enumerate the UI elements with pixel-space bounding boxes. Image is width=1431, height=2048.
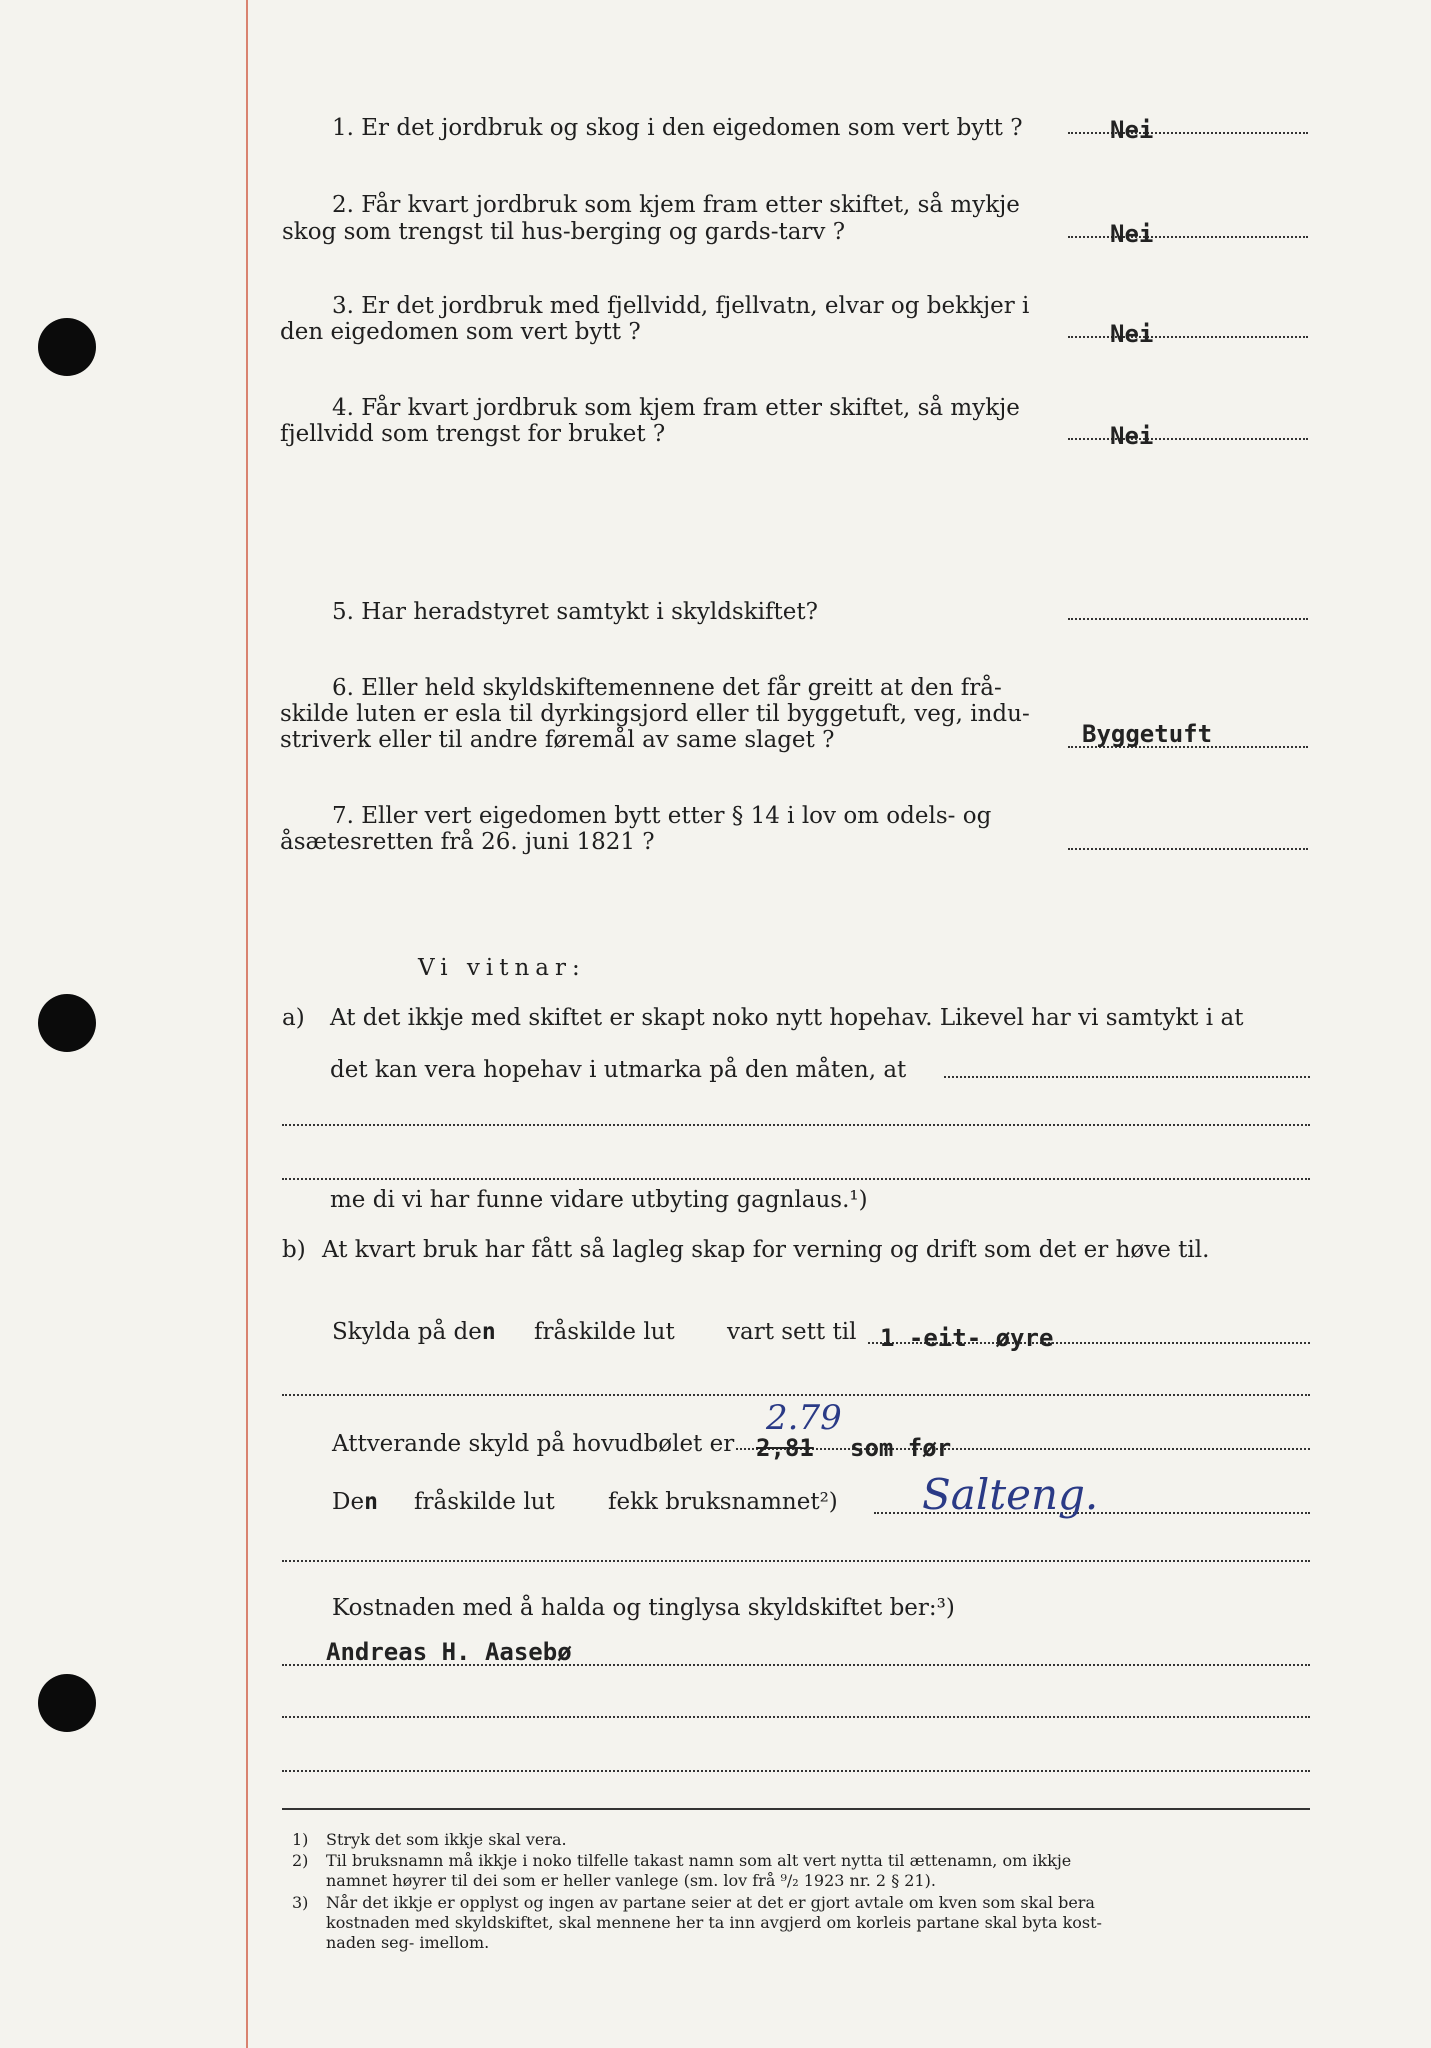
question-5-text: 5. Har heradstyret samtykt i skyldskiftet? [332,599,818,625]
answer-line-7[interactable] [1068,848,1308,850]
bruksnamn-typed-suffix: n [364,1489,378,1515]
kostnad-line-3[interactable] [282,1770,1310,1772]
bruksnamn-handwritten: Salteng. [922,1470,1099,1519]
attverande-value-line[interactable] [736,1448,1310,1450]
kostnad-line-2[interactable] [282,1716,1310,1718]
footnote-2-mark: 2) [292,1851,309,1870]
footnote-3-mark: 3) [292,1893,309,1912]
attverande-handwritten: 2.79 [766,1398,842,1438]
skyld-line-2[interactable] [282,1394,1310,1396]
witness-a-label: a) [282,1005,305,1031]
skyld-typed-suffix: n [481,1319,496,1345]
question-4-text: 4. Får kvart jordbruk som kjem fram etter skiftet, så mykje [332,395,1020,421]
punch-hole-bottom [38,1674,96,1732]
question-7-text: 7. Eller vert eigedomen bytt etter § 14 i lov om odels- og [332,803,992,829]
skyld-value: 1 -eit- øyre [880,1324,1054,1352]
witness-a-text-end: me di vi har funne vidare utbyting gagnlaus.¹) [330,1187,868,1213]
witness-a-text-cont: det kan vera hopehav i utmarka på den måten, at [330,1057,907,1083]
answer-2: Nei [1110,220,1154,248]
attverande-typed-suffix: som før [850,1434,952,1462]
witness-a-text: At det ikkje med skiftet er skapt noko nytt hopehav. Likevel har vi samtykt i at [330,1005,1244,1031]
footnote-3: Når det ikkje er opplyst og ingen av partane seier at det er gjort avtale om kven som skal bera [326,1893,1095,1912]
hopehav-line-2[interactable] [282,1124,1310,1126]
question-3-text-cont: den eigedomen som vert bytt ? [280,319,641,345]
question-6-text-cont2: striverk eller til andre føremål av same slaget ? [280,727,835,753]
kostnad-name: Andreas H. Aasebø [326,1638,572,1666]
bruksnamn-label-1: Den [332,1489,378,1515]
question-6-text-cont1: skilde luten er esla til dyrkingsjord eller til byggetuft, veg, indu- [280,701,1030,727]
footnote-3-cont1: kostnaden med skyldskiftet, skal mennene her ta inn avgjerd om korleis partane skal byta kost- [326,1913,1102,1932]
question-6-text: 6. Eller held skyldskiftemennene det får greitt at den frå- [332,675,1002,701]
answer-1: Nei [1110,116,1154,144]
answer-4: Nei [1110,422,1154,450]
question-1-text: 1. Er det jordbruk og skog i den eigedomen som vert bytt ? [332,115,1023,141]
question-4-text-cont: fjellvidd som trengst for bruket ? [280,421,666,447]
answer-3: Nei [1110,320,1154,348]
attverande-struck-value: 2,81 [756,1434,814,1462]
footnote-1: Stryk det som ikkje skal vera. [326,1830,567,1849]
footnote-2: Til bruksnamn må ikkje i noko tilfelle takast namn som alt vert nytta til ættenamn, om ikkje [326,1851,1072,1870]
question-7-text-cont: åsætesretten frå 26. juni 1821 ? [280,829,655,855]
skyld-label-1: Skylda på den [332,1319,496,1345]
footnote-separator [282,1808,1310,1810]
question-3-text: 3. Er det jordbruk med fjellvidd, fjellvatn, elvar og bekkjer i [332,293,1030,319]
skyld-label-3: vart sett til [727,1319,857,1345]
witness-heading: Vi vitnar: [418,955,586,981]
hopehav-line-3[interactable] [282,1178,1310,1180]
kostnad-label: Kostnaden med å halda og tinglysa skyldskiftet ber:³) [332,1595,955,1621]
kostnad-line-1[interactable] [282,1664,1310,1666]
hopehav-line-1[interactable] [944,1076,1310,1078]
punch-hole-middle [38,994,96,1052]
bruksnamn-label-2: fråskilde lut [414,1489,555,1515]
answer-line-3[interactable] [1068,336,1308,338]
footnote-3-cont2: naden seg- imellom. [326,1933,490,1952]
footnote-1-mark: 1) [292,1830,309,1849]
question-2-text-cont: skog som trengst til hus-berging og gards-tarv ? [282,219,846,245]
answer-line-5[interactable] [1068,618,1308,620]
witness-b-label: b) [282,1237,306,1263]
answer-6: Byggetuft [1082,720,1213,748]
answer-line-2[interactable] [1068,236,1308,238]
answer-line-4[interactable] [1068,438,1308,440]
skyld-label-2: fråskilde lut [534,1319,675,1345]
footnote-2-cont: namnet høyrer til dei som er heller vanlege (sm. lov frå ⁹/₂ 1923 nr. 2 § 21). [326,1871,936,1890]
question-2-text: 2. Får kvart jordbruk som kjem fram etter skiftet, så mykje [332,192,1020,218]
bruksnamn-line-2[interactable] [282,1560,1310,1562]
witness-b-text: At kvart bruk har fått så lagleg skap for verning og drift som det er høve til. [322,1237,1210,1263]
punch-hole-top [38,318,96,376]
margin-rule [246,0,248,2048]
bruksnamn-label-3: fekk bruksnamnet²) [608,1489,838,1515]
answer-line-1[interactable] [1068,132,1308,134]
attverande-label: Attverande skyld på hovudbølet er [332,1431,735,1457]
